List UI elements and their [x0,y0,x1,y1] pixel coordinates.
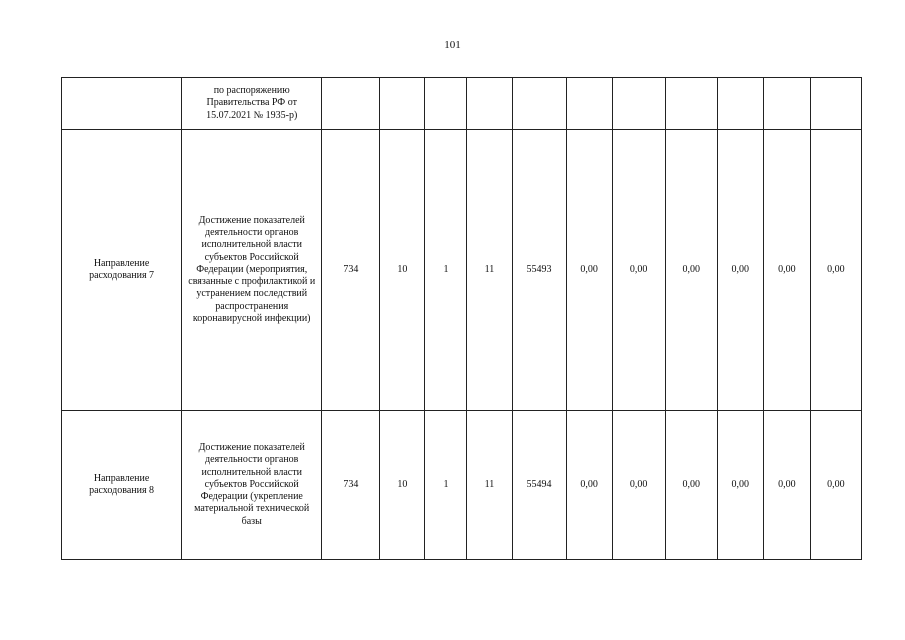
amount-cell: 0,00 [810,411,861,560]
direction-code-cell: 55494 [512,411,566,560]
direction-code-cell [512,78,566,130]
table-row [62,78,862,130]
gr-code-cell: 734 [322,411,380,560]
gr-code-cell [322,78,380,130]
description-cell: Достижение показателей деятельности органов исполнительной власти субъектов Российской Федерации (мероприятия, связанные с профилактикой и устранением последствий распространения коронавирусной инфекции) [182,130,322,411]
subsection-code-cell: 1 [425,411,467,560]
direction-code-cell: 55493 [512,130,566,411]
table-row [62,130,862,411]
amount-cell [665,78,717,130]
amount-cell: 0,00 [566,130,612,411]
amount-cell: 0,00 [810,130,861,411]
direction-label-cell: Направление расходования 7 [62,130,182,411]
description-cell: Достижение показателей деятельности органов исполнительной власти субъектов Российской Федерации (укрепление материальной технической базы [182,411,322,560]
section-code-cell: 10 [380,130,425,411]
subsection-code-cell [425,78,467,130]
amount-cell: 0,00 [612,411,665,560]
budget-table [61,77,862,560]
section-code-cell [380,78,425,130]
amount-cell: 0,00 [763,411,810,560]
program-code-cell: 11 [467,411,512,560]
amount-cell: 0,00 [717,411,763,560]
amount-cell: 0,00 [665,411,717,560]
subsection-code-cell: 1 [425,130,467,411]
amount-cell [717,78,763,130]
table-row [62,411,862,560]
amount-cell: 0,00 [717,130,763,411]
section-code-cell: 10 [380,411,425,560]
program-code-cell: 11 [467,130,512,411]
amount-cell: 0,00 [612,130,665,411]
amount-cell [810,78,861,130]
amount-cell [566,78,612,130]
amount-cell: 0,00 [665,130,717,411]
direction-label-cell: Направление расходования 8 [62,411,182,560]
page-number: 101 [444,39,461,51]
amount-cell [763,78,810,130]
gr-code-cell: 734 [322,130,380,411]
amount-cell [612,78,665,130]
direction-label-cell [62,78,182,130]
amount-cell: 0,00 [566,411,612,560]
program-code-cell [467,78,512,130]
description-cell: по распоряжению Правительства РФ от 15.07.2021 № 1935-р) [182,78,322,130]
amount-cell: 0,00 [763,130,810,411]
